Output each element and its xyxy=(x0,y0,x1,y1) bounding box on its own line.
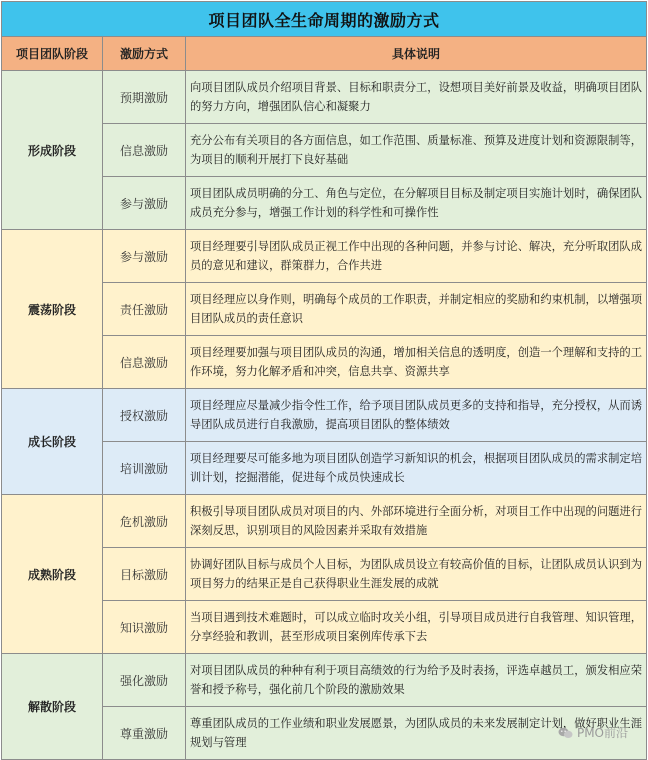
desc-cell: 项目经理应以身作则，明确每个成员的工作职责，并制定相应的奖励和约束机制，以增强项目团队成员的责任意识 xyxy=(186,283,647,336)
desc-cell: 项目经理要加强与项目团队成员的沟通，增加相关信息的透明度，创造一个理解和支持的工作环境，努力化解矛盾和冲突，信息共享、资源共享 xyxy=(186,336,647,389)
method-cell: 参与激励 xyxy=(103,177,186,230)
title-row xyxy=(2,2,647,37)
method-cell: 知识激励 xyxy=(103,601,186,654)
table-row xyxy=(2,654,647,707)
header-row xyxy=(2,37,647,71)
method-cell: 信息激励 xyxy=(103,336,186,389)
method-cell: 授权激励 xyxy=(103,389,186,442)
stage-label: 震荡阶段 xyxy=(2,230,103,389)
table-row xyxy=(2,71,647,124)
desc-cell: 当项目遇到技术难题时，可以成立临时攻关小组，引导项目成员进行自我管理、知识管理，分享经验和教训，甚至形成项目案例库传承下去 xyxy=(186,601,647,654)
table-row xyxy=(2,389,647,442)
wechat-icon xyxy=(558,727,573,739)
header-stage: 项目团队阶段 xyxy=(2,37,103,71)
incentive-table xyxy=(1,1,647,760)
method-cell: 参与激励 xyxy=(103,230,186,283)
stage-label: 成长阶段 xyxy=(2,389,103,495)
method-cell: 预期激励 xyxy=(103,71,186,124)
desc-cell: 协调好团队目标与成员个人目标，为团队成员设立有较高价值的目标，让团队成员认识到为项目努力的结果正是自己获得职业生涯发展的成就 xyxy=(186,548,647,601)
header-desc: 具体说明 xyxy=(186,37,647,71)
watermark-text: PMO前沿 xyxy=(577,724,628,741)
stage-label: 成熟阶段 xyxy=(2,495,103,654)
desc-cell: 充分公布有关项目的各方面信息，如工作范围、质量标准、预算及进度计划和资源限制等，为项目的顺利开展打下良好基础 xyxy=(186,124,647,177)
method-cell: 目标激励 xyxy=(103,548,186,601)
table-row xyxy=(2,495,647,548)
desc-cell: 对项目团队成员的种种有利于项目高绩效的行为给予及时表扬，评选卓越员工，颁发相应荣誉和授予称号，强化前几个阶段的激励效果 xyxy=(186,654,647,707)
method-cell: 信息激励 xyxy=(103,124,186,177)
method-cell: 强化激励 xyxy=(103,654,186,707)
header-method: 激励方式 xyxy=(103,37,186,71)
desc-cell: 尊重团队成员的工作业绩和职业发展愿景，为团队成员的未来发展制定计划，做好职业生涯规划与管理 xyxy=(186,707,647,760)
method-cell: 尊重激励 xyxy=(103,707,186,760)
table-row xyxy=(2,230,647,283)
desc-cell: 项目经理要引导团队成员正视工作中出现的各种问题，并参与讨论、解决，充分听取团队成员的意见和建议，群策群力，合作共进 xyxy=(186,230,647,283)
desc-cell: 项目团队成员明确的分工、角色与定位，在分解项目目标及制定项目实施计划时，确保团队成员充分参与，增强工作计划的科学性和可操作性 xyxy=(186,177,647,230)
method-cell: 危机激励 xyxy=(103,495,186,548)
desc-cell: 积极引导项目团队成员对项目的内、外部环境进行全面分析，对项目工作中出现的问题进行深刻反思，识别项目的风险因素并采取有效措施 xyxy=(186,495,647,548)
table-title: 项目团队全生命周期的激励方式 xyxy=(2,2,647,37)
watermark xyxy=(558,724,628,741)
method-cell: 责任激励 xyxy=(103,283,186,336)
method-cell: 培训激励 xyxy=(103,442,186,495)
desc-cell: 项目经理要尽可能多地为项目团队创造学习新知识的机会，根据项目团队成员的需求制定培训计划，挖掘潜能，促进每个成员快速成长 xyxy=(186,442,647,495)
stage-label: 解散阶段 xyxy=(2,654,103,760)
stage-label: 形成阶段 xyxy=(2,71,103,230)
desc-cell: 项目经理应尽量减少指令性工作，给予项目团队成员更多的支持和指导，充分授权，从而诱导团队成员进行自我激励，提高项目团队的整体绩效 xyxy=(186,389,647,442)
desc-cell: 向项目团队成员介绍项目背景、目标和职责分工，设想项目美好前景及收益，明确项目团队的努力方向，增强团队信心和凝聚力 xyxy=(186,71,647,124)
